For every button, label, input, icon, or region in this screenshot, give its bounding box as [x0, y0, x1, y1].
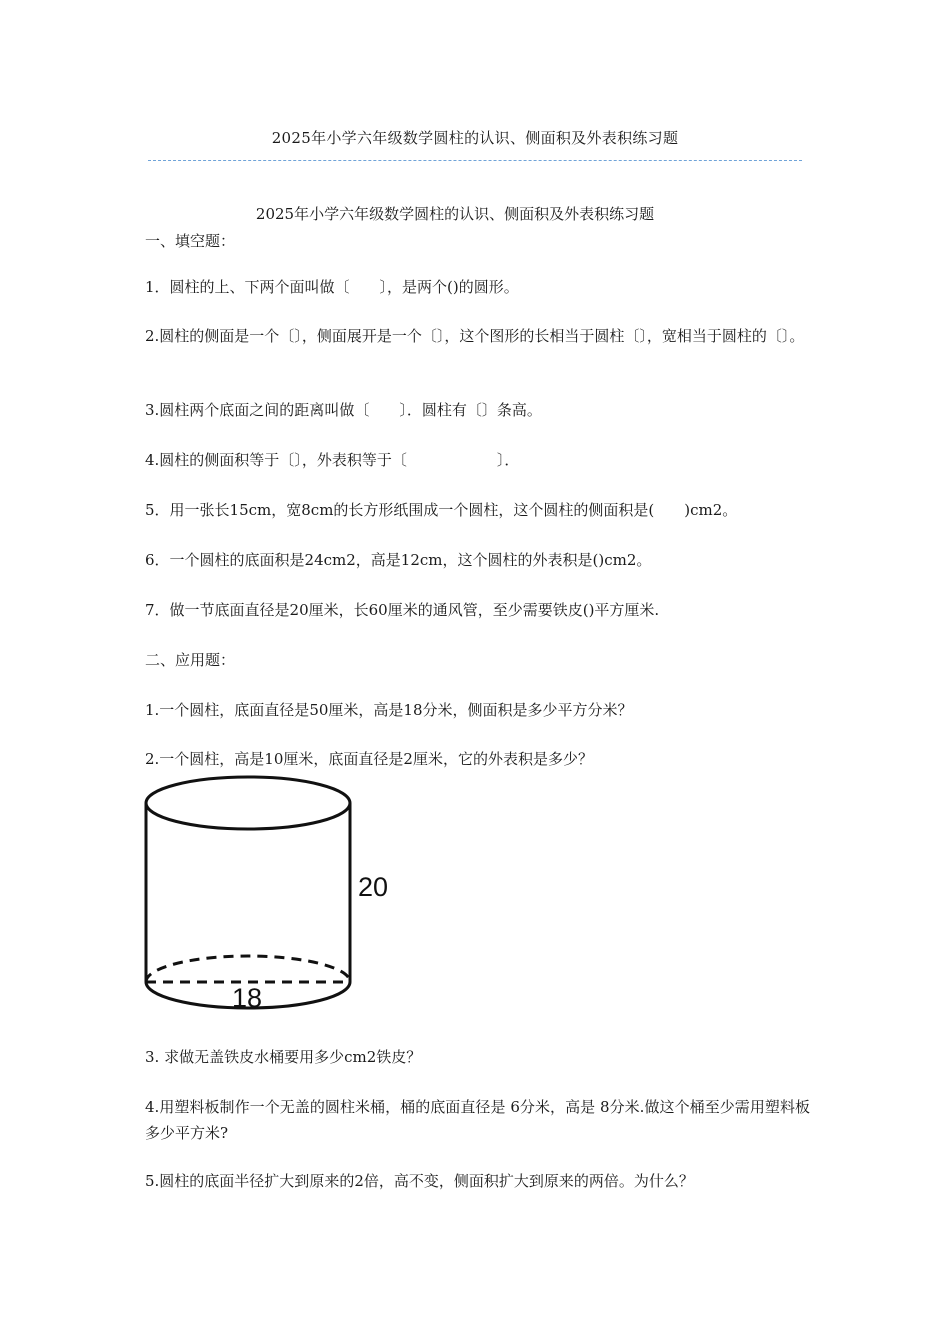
section-heading-applications: 二、应用题： — [145, 651, 236, 669]
fill-question-5: 5．用一张长15cm，宽8cm的长方形纸围成一个圆柱，这个圆柱的侧面积是( )cm2。 — [145, 501, 738, 519]
diameter-label: 18 — [232, 983, 263, 1013]
fill-question-2: 2.圆柱的侧面是一个〔〕，侧面展开是一个〔〕，这个图形的长相当于圆柱〔〕，宽相当于圆柱的〔〕。 — [145, 327, 805, 345]
fill-question-4: 4.圆柱的侧面积等于〔〕，外表积等于〔 〕． — [145, 451, 520, 469]
height-label: 20 — [358, 872, 389, 902]
application-question-2: 2.一个圆柱，高是10厘米，底面直径是2厘米，它的外表积是多少？ — [145, 750, 593, 768]
fill-question-1: 1．圆柱的上、下两个面叫做〔 〕，是两个()的圆形。 — [145, 278, 519, 296]
header-divider — [148, 160, 802, 161]
running-header-title: 2025年小学六年级数学圆柱的认识、侧面积及外表积练习题 — [271, 129, 679, 147]
section-heading-fill-in: 一、填空题： — [145, 232, 236, 250]
application-question-4: 4.用塑料板制作一个无盖的圆柱米桶，桶的底面直径是 6分米，高是 8分米.做这个桶至少需用塑料板多少平方米? — [145, 1098, 810, 1142]
cylinder-top-ellipse — [146, 777, 350, 829]
cylinder-figure — [140, 770, 400, 1015]
application-question-3: 3. 求做无盖铁皮水桶要用多少cm2铁皮？ — [145, 1048, 422, 1066]
cylinder-bottom-back-arc — [146, 956, 350, 982]
fill-question-3: 3.圆柱两个底面之间的距离叫做〔 〕．圆柱有〔〕条高。 — [145, 401, 542, 419]
fill-question-7: 7．做一节底面直径是20厘米，长60厘米的通风管，至少需要铁皮()平方厘米. — [145, 601, 660, 619]
application-question-5: 5.圆柱的底面半径扩大到原来的2倍，高不变，侧面积扩大到原来的两倍。为什么？ — [145, 1172, 694, 1190]
fill-question-6: 6．一个圆柱的底面积是24cm2，高是12cm，这个圆柱的外表积是()cm2。 — [145, 551, 652, 569]
document-title: 2025年小学六年级数学圆柱的认识、侧面积及外表积练习题 — [255, 205, 655, 223]
application-question-1: 1.一个圆柱，底面直径是50厘米，高是18分米，侧面积是多少平方分米？ — [145, 701, 633, 719]
